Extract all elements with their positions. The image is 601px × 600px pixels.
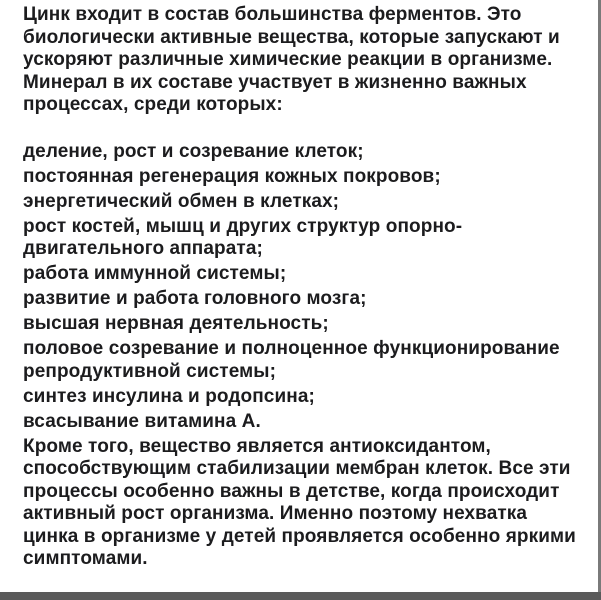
list-item: энергетический обмен в клетках; bbox=[23, 190, 340, 212]
list-item: рост костей, мышц и других структур опорно-двигательного аппарата; bbox=[23, 215, 463, 259]
list-item: развитие и работа головного мозга; bbox=[23, 288, 367, 309]
list-item: постоянная регенерация кожных покровов; bbox=[23, 165, 441, 187]
list-item: синтез инсулина и родопсина; bbox=[23, 385, 315, 407]
process-list bbox=[23, 141, 587, 434]
list-item: деление, рост и созревание клеток; bbox=[23, 140, 364, 162]
intro-paragraph: Цинк входит в состав большинства ферментов. Это биологически активные вещества, которые запускают и ускоряют различные химические реакции в организме. Минерал в их составе участвует в жизненно важных процессах, среди которых: bbox=[23, 4, 560, 115]
outro-paragraph: Кроме того, вещество является антиоксидантом, способствующим стабилизации мембран клеток. Все эти процессы особенно важны в детстве, когда происходит активный рост организма. Именно поэтому нехватка цинка в организме у детей проявляется особенно яркими симптомами. bbox=[23, 435, 576, 569]
bottom-edge-bar bbox=[0, 592, 601, 600]
list-item: высшая нервная деятельность; bbox=[23, 313, 329, 334]
list-item: половое созревание и полноценное функционирование репродуктивной системы; bbox=[23, 338, 560, 382]
list-item: всасывание витамина А. bbox=[23, 410, 261, 432]
list-item: работа иммунной системы; bbox=[23, 263, 287, 284]
